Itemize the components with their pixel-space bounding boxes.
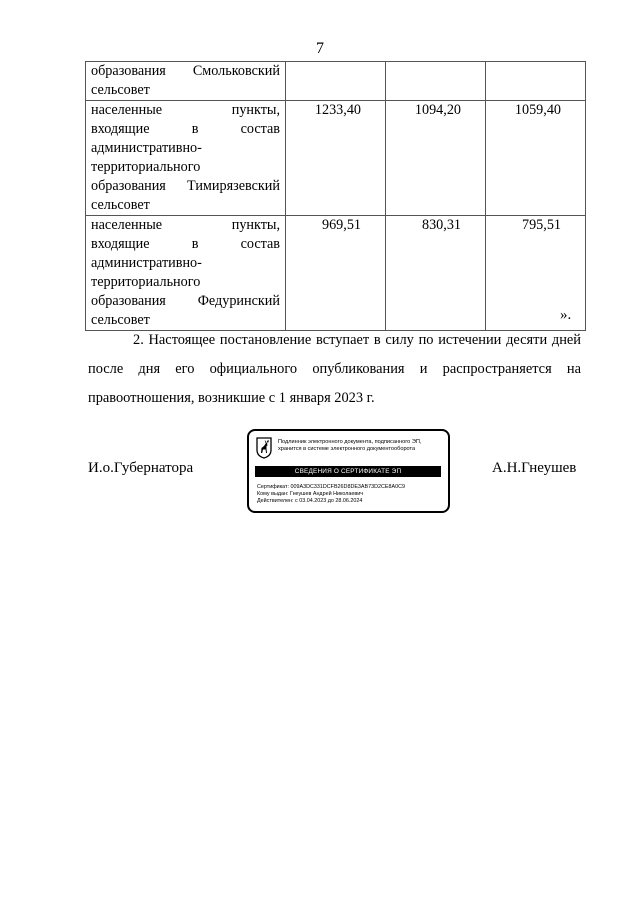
rate-value-cell: 1233,40: [286, 101, 386, 216]
table-row: [86, 101, 586, 216]
stamp-storage-note: хранится в системе электронного документооборота: [278, 446, 416, 452]
stamp-original-note: Подлинник электронного документа, подписанного ЭП,: [278, 439, 422, 445]
settlement-name-cell: [86, 216, 286, 331]
rate-value-cell: 969,51: [286, 216, 386, 331]
settlement-name-line: территориального: [91, 159, 201, 175]
settlement-name-line: населенные пункты,: [91, 217, 280, 233]
page-number: 7: [316, 40, 324, 57]
settlement-name-line: административно-: [91, 255, 202, 271]
signer-title: И.о.Губернатора: [88, 460, 194, 476]
stamp-certificate-number: Сертификат: 009A3DC331DCFB26D8DE3AB73D2CE8A0C9: [257, 484, 405, 490]
settlement-name-line: образования Федуринский: [91, 293, 280, 309]
rate-value-cell: [286, 62, 386, 101]
stamp-certificate-owner: Кому выдан: Гнеушев Андрей Николаевич: [257, 491, 364, 497]
closing-quote: ».: [560, 307, 572, 323]
rates-table: [85, 61, 586, 331]
rate-value-cell: 1094,20: [386, 101, 486, 216]
settlement-name-line: сельсовет: [91, 197, 150, 213]
settlement-name-line: входящие в состав: [91, 236, 280, 252]
rate-value-cell: [486, 62, 586, 101]
settlement-name-cell: [86, 101, 286, 216]
stamp-certificate-banner: СВЕДЕНИЯ О СЕРТИФИКАТЕ ЭП: [255, 466, 441, 477]
effective-date-paragraph: 2. Настоящее постановление вступает в силу по истечении десяти дней после дня его официального опубликования и распространяется на правоотношения, возникшие с 1 января 2023 г.: [88, 332, 581, 406]
settlement-name-line: образования Тимирязевский: [91, 178, 280, 194]
table-row: [86, 62, 586, 101]
rate-value-cell: [386, 62, 486, 101]
settlement-name-line: сельсовет: [91, 312, 150, 328]
electronic-signature-stamp: [247, 429, 450, 513]
rate-value-cell: 1059,40: [486, 101, 586, 216]
nizhny-novgorod-deer-emblem-icon: [256, 437, 272, 459]
settlement-name-line: территориального: [91, 274, 201, 290]
stamp-certificate-validity: Действителен: с 03.04.2023 до 28.06.2024: [257, 498, 363, 504]
table-row: [86, 216, 586, 331]
settlement-name-line: сельсовет: [91, 82, 150, 98]
settlement-name-line: входящие в состав: [91, 121, 280, 137]
settlement-name-line: населенные пункты,: [91, 102, 280, 118]
settlement-name-line: административно-: [91, 140, 202, 156]
rate-value-cell: 830,31: [386, 216, 486, 331]
settlement-name-line: образования Смольковский: [91, 63, 280, 79]
rate-value-cell: 795,51: [486, 216, 586, 331]
settlement-name-cell: [86, 62, 286, 101]
signer-name: А.Н.Гнеушев: [492, 460, 577, 476]
